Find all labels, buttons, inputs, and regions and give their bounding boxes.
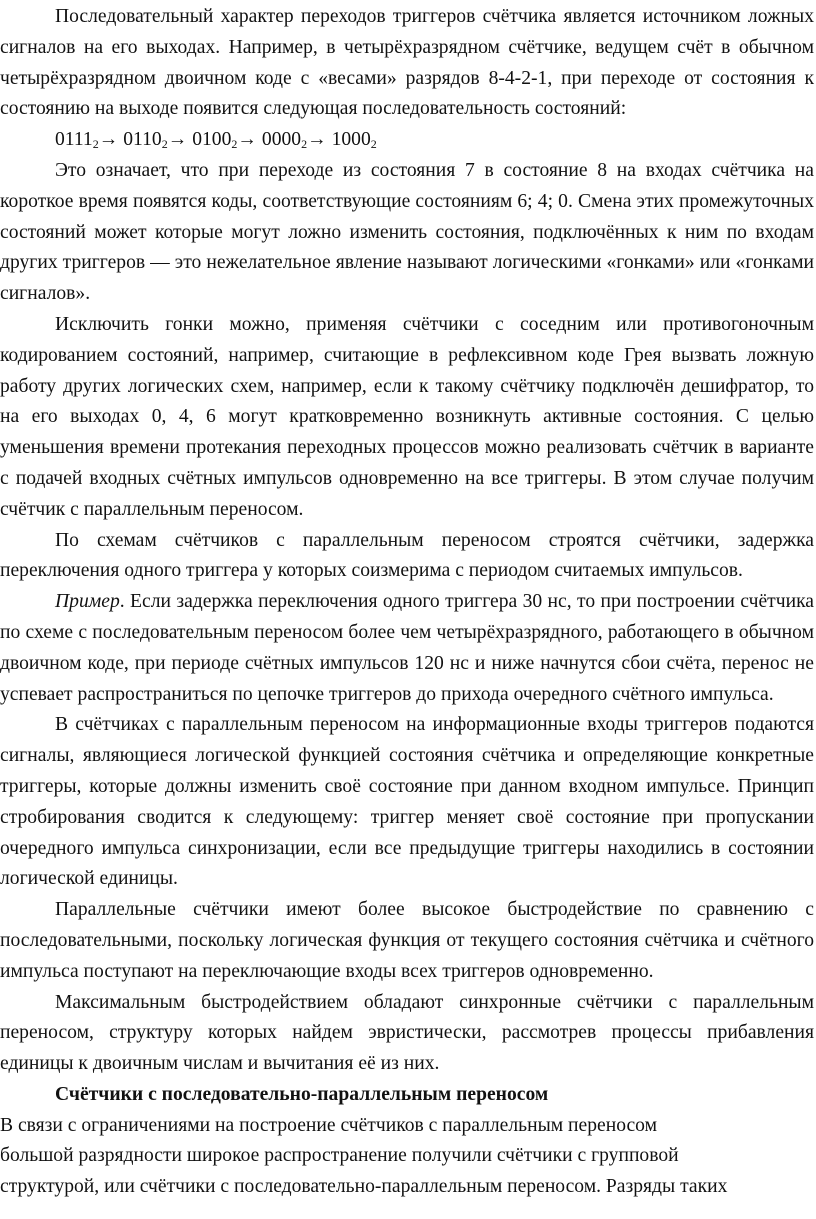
sequence-code: 0000 [261,129,302,151]
sequence-arrow: → [167,129,193,151]
sequence-arrow: → [237,129,262,151]
sequence-item-4 [262,129,332,150]
sequence-base: 2 [161,137,168,152]
paragraph-9-line-3: структурой, или счётчики с последовательно-параллельным переносом. Разряды таких [0,1176,728,1198]
sequence-arrow: → [98,129,124,151]
section-heading: Счётчики с последовательно-параллельным переносом [55,1083,549,1105]
state-sequence [0,125,814,156]
sequence-base: 2 [370,137,377,152]
paragraph-6: В счётчиках с параллельным переносом на информационные входы триггеров подаются сигналы, являющиеся логической функцией состояния счётчика и определяющие конкретные триггеры, которые должны изменить своё состояние при данном входном импульсе. Принцип стробирования сводится к следующему: триггер меняет своё состояние при пропускании очередного импульса синхронизации, если все предыдущие триггеры находились в состоянии логической единицы. [0,714,814,890]
paragraph-8: Максимальным быстродействием обладают синхронные счётчики с параллельным переносом, структуру которых найдем эвристически, рассмотрев процессы прибавления единицы к двоичным числам и вычитания её из них. [0,991,814,1075]
sequence-code: 1000 [331,129,371,151]
paragraph-3: Исключить гонки можно, применяя счётчики с соседним или противогоночным кодированием состояний, например, считающие в рефлексивном коде Грея вызвать ложную работу других логических схем, например, если к такому счётчику подключён дешифратор, то на его выходах 0, 4, 6 могут кратковременно возникнуть активные состояния. С целью уменьшения времени протекания переходных процессов можно реализовать счётчик в варианте с подачей входных счётных импульсов одновременно на все триггеры. В этом случае получим счётчик с параллельным переносом. [0,313,814,520]
paragraph-9-line-2: большой разрядности широкое распространение получили счётчики с групповой [0,1145,679,1167]
paragraph-5-example [0,587,814,710]
sequence-code: 0110 [123,129,162,151]
sequence-base: 2 [301,137,308,152]
paragraph-9 [0,1111,814,1203]
sequence-arrow: → [307,129,332,151]
example-text: . Если задержка переключения одного триггера 30 нс, то при построении счётчика по схеме с последовательным переносом более чем четырёхразрядного, работающего в обычном двоичном коде, при периоде счётных импульсов 120 нс и ниже начнутся сбои счёта, перенос не успевает распространиться по цепочке триггеров до прихода очередного счётного импульса. [0,591,814,705]
sequence-code: 0100 [192,129,232,151]
sequence-code: 0111 [55,129,93,151]
sequence-item-2 [123,129,192,150]
paragraph-7: Параллельные счётчики имеют более высокое быстродействие по сравнению с последовательными, поскольку логическая функция от текущего состояния счётчика и счётного импульса поступают на переключающие входы всех триггеров одновременно. [0,899,814,982]
sequence-base: 2 [92,137,99,152]
paragraph-1: Последовательный характер переходов триггеров счётчика является источником ложных сигналов на его выходах. Например, в четырёхразрядном счётчике, ведущем счёт в обычном четырёхразрядном двоичном коде с «весами» разрядов 8-4-2-1, при переходе от состояния к состоянию на выходе появится следующая последовательность состояний: [0,6,814,120]
example-label: Пример [55,591,120,613]
sequence-item-1 [55,129,123,150]
sequence-item-5 [332,129,377,150]
paragraph-9-line-1: В связи с ограничениями на построение счётчиков с параллельным переносом [0,1114,658,1136]
sequence-base: 2 [231,137,238,152]
paragraph-2: Это означает, что при переходе из состояния 7 в состояние 8 на входах счётчика на короткое время появятся коды, соответствующие состояниям 6; 4; 0. Смена этих промежуточных состояний может которые могут ложно изменить состояния, подключённых к ним по входам других триггеров — это нежелательное явление называют логическими «гонками» или «гонками сигналов». [0,159,814,305]
paragraph-4: По схемам счётчиков с параллельным переносом строятся счётчики, задержка переключения одного триггера у которых соизмерима с периодом считаемых импульсов. [0,529,814,582]
sequence-item-3 [192,129,262,150]
